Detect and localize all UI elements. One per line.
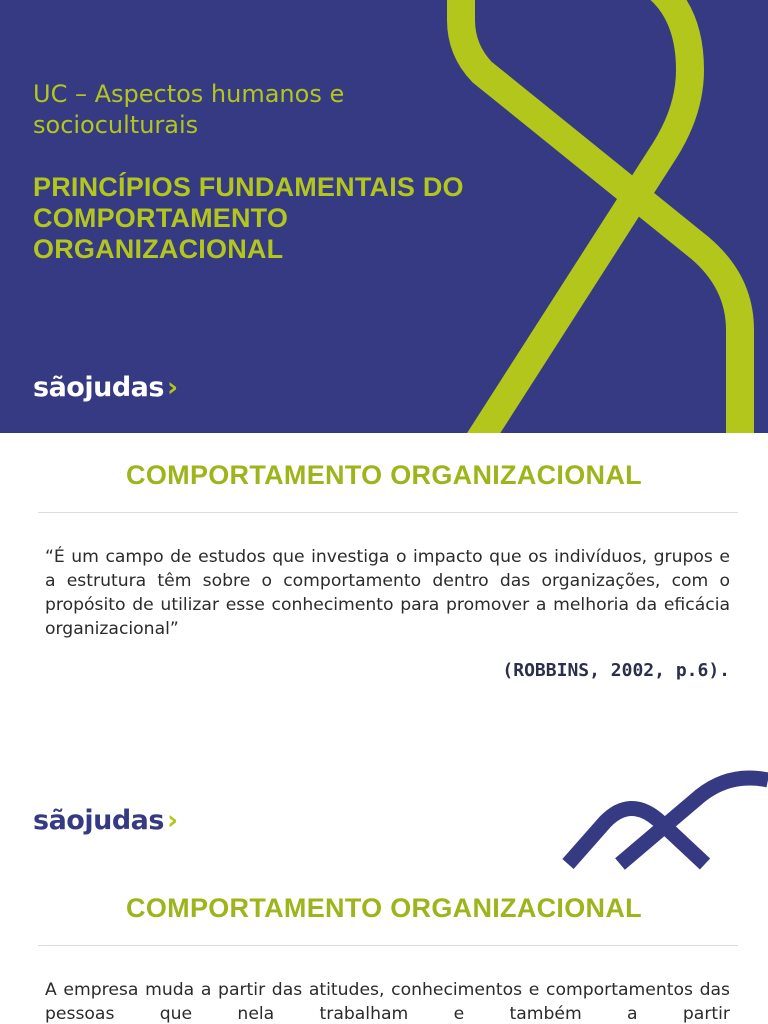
divider xyxy=(38,945,738,946)
definition-quote: “É um campo de estudos que investiga o impacto que os indivíduos, grupos e a estrutura têm sobre o comportamento dentro das organizações, com o propósito de utilizar esse conhecimento para promover a melhoria da eficácia organizacional” xyxy=(45,547,730,639)
saojudas-logo xyxy=(33,805,178,836)
citation: (ROBBINS, 2002, p.6). xyxy=(502,660,730,681)
section-title: COMPORTAMENTO ORGANIZACIONAL xyxy=(126,893,642,923)
definition-slide xyxy=(0,433,768,760)
slide-title: PRINCÍPIOS FUNDAMENTAIS DO COMPORTAMENTO ORGANIZACIONAL xyxy=(33,172,464,264)
saojudas-logo xyxy=(33,372,178,403)
logo-text: sãojudas xyxy=(33,372,164,403)
logo-chevron-icon: › xyxy=(166,805,178,836)
logo-chevron-icon: › xyxy=(166,372,178,403)
divider xyxy=(38,512,738,513)
title-slide xyxy=(0,0,768,433)
course-subtitle: UC – Aspectos humanos e socioculturais xyxy=(33,80,345,139)
section-title: COMPORTAMENTO ORGANIZACIONAL xyxy=(126,460,642,490)
body-paragraph: A empresa muda a partir das atitudes, conhecimentos e comportamentos das pessoas que nela trabalham e também a partir xyxy=(45,980,730,1024)
logo-text: sãojudas xyxy=(33,805,164,836)
content-slide xyxy=(0,760,768,1024)
